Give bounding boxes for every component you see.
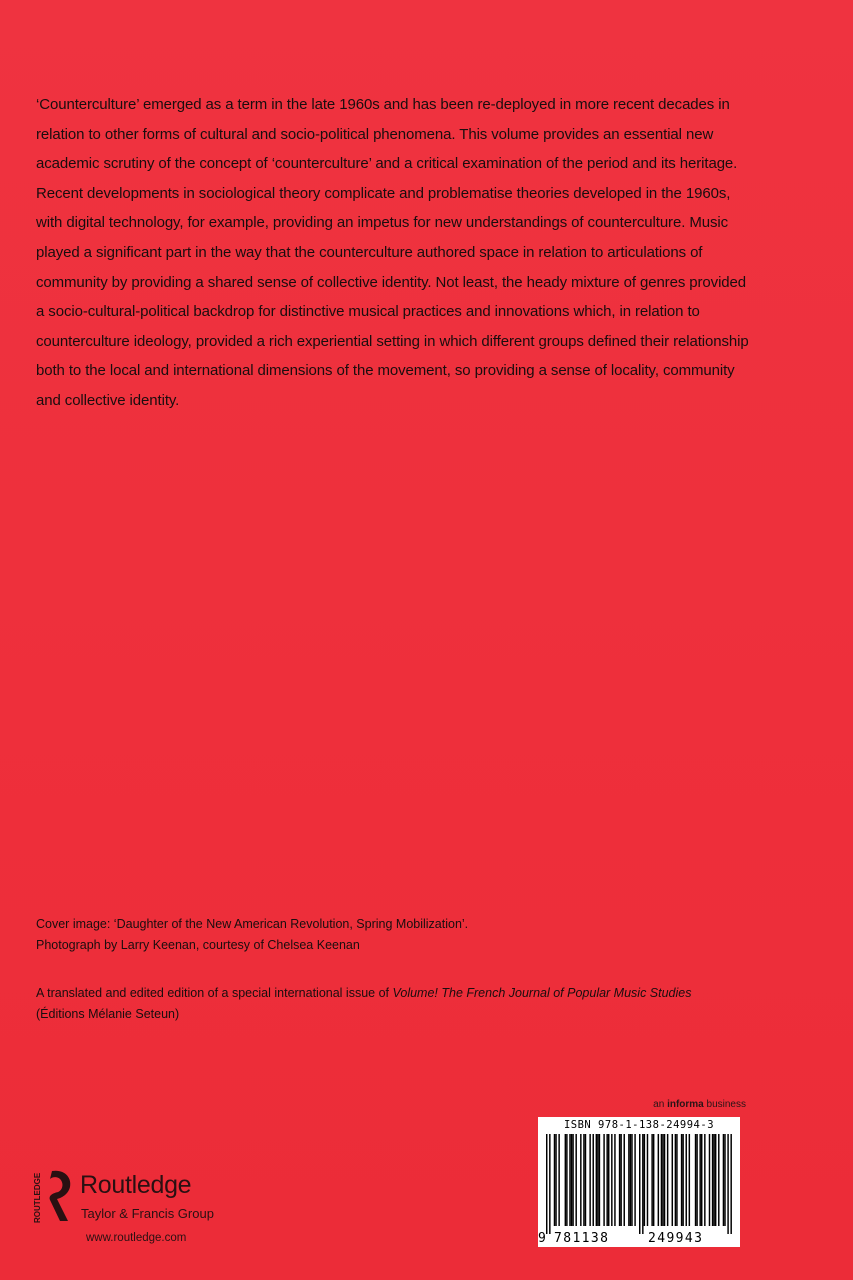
barcode-bar <box>712 1134 713 1226</box>
barcode-bar <box>589 1134 590 1226</box>
publisher-group: Taylor & Francis Group <box>81 1206 214 1221</box>
barcode-bar <box>653 1134 654 1226</box>
barcode-bar <box>603 1134 604 1226</box>
barcode-bar <box>672 1134 673 1226</box>
barcode-bar <box>597 1134 598 1226</box>
barcode-bar <box>624 1134 625 1226</box>
barcode-digits <box>538 1231 740 1247</box>
edition-note-prefix: A translated and edited edition of a special international issue of <box>36 986 393 1000</box>
cover-image-credit <box>36 914 796 956</box>
barcode-bar <box>723 1134 724 1226</box>
barcode-bar <box>569 1134 570 1226</box>
barcode-bar <box>608 1134 609 1226</box>
barcode-bar <box>619 1134 620 1226</box>
barcode-bar <box>696 1134 697 1226</box>
routledge-vertical-wordmark <box>30 1165 44 1225</box>
barcode-bar <box>554 1134 555 1226</box>
barcode-bar <box>724 1134 725 1226</box>
barcode-bar <box>661 1134 662 1226</box>
barcode-bar <box>558 1134 559 1226</box>
barcode-bar <box>628 1134 629 1226</box>
barcode-bar <box>682 1134 683 1226</box>
barcode-bar <box>611 1134 612 1226</box>
isbn-label: ISBN 978-1-138-24994-3 <box>563 1119 715 1131</box>
barcode-bar <box>642 1134 643 1234</box>
barcode-bar <box>596 1134 597 1226</box>
barcode-bar <box>662 1134 663 1226</box>
edition-note <box>36 983 826 1025</box>
barcode-bars <box>546 1134 732 1234</box>
barcode-bar <box>676 1134 677 1226</box>
barcode-bar <box>572 1134 573 1226</box>
cover-credit-line-2: Photograph by Larry Keenan, courtesy of Chelsea Keenan <box>36 938 360 952</box>
barcode-bar <box>565 1134 566 1226</box>
routledge-vertical-text: ROUTLEDGE <box>33 1172 42 1223</box>
barcode-digit-group-1: 781138 <box>554 1231 610 1246</box>
barcode-bar <box>634 1134 635 1226</box>
barcode-bar <box>647 1134 648 1226</box>
book-description: ‘Counterculture’ emerged as a term in the late 1960s and has been re-deployed in more recent decades in relation to other forms of cultural and socio-political phenomena. This volume provides an essential new academic scrutiny of the concept of ‘counterculture’ and a critical examination of the period and its heritage. Recent developments in sociological theory complicate and problematise theories developed in the 1960s, with digital technology, for example, providing an impetus for new understandings of counterculture. Music played a significant part in the way that the counterculture authored space in relation to articulations of community by providing a shared sense of collective identity. Not least, the heady mixture of genres provided a socio-cultural-political backdrop for distinctive musical practices and innovations which, in relation to counterculture ideology, provided a rich experiential setting in which different groups defined their relationship both to the local and international dimensions of the movement, so providing a sense of locality, community and collective identity. <box>36 96 749 409</box>
barcode-bar <box>709 1134 710 1226</box>
barcode-bar <box>575 1134 576 1226</box>
barcode-bar <box>639 1134 640 1234</box>
barcode-bar <box>701 1134 702 1226</box>
informa-prefix: an <box>653 1099 668 1110</box>
barcode-bar <box>686 1134 687 1226</box>
cover-credit-line-1: Cover image: ‘Daughter of the New American Revolution, Spring Mobilization’. <box>36 917 469 931</box>
barcode-bar <box>546 1134 547 1234</box>
informa-suffix: business <box>703 1099 746 1110</box>
barcode-bar <box>715 1134 716 1226</box>
barcode-digit-lead: 9 <box>538 1231 546 1246</box>
barcode-bar <box>599 1134 600 1226</box>
barcode-bar <box>549 1134 550 1234</box>
barcode-bar <box>664 1134 665 1226</box>
barcode-digit-group-2: 249943 <box>648 1231 704 1246</box>
barcode-bar <box>667 1134 668 1226</box>
barcode-bar <box>704 1134 705 1226</box>
barcode-bar <box>681 1134 682 1226</box>
edition-note-publisher: (Éditions Mélanie Seteun) <box>36 1007 180 1021</box>
barcode-bar <box>718 1134 719 1226</box>
isbn-barcode <box>538 1117 740 1247</box>
barcode-bar <box>620 1134 621 1226</box>
barcode-bar <box>727 1134 728 1234</box>
barcode-bar <box>713 1134 714 1226</box>
barcode-bar <box>699 1134 700 1226</box>
barcode-bar <box>583 1134 584 1226</box>
barcode-bar <box>658 1134 659 1226</box>
barcode-bar <box>675 1134 676 1226</box>
barcode-bar <box>689 1134 690 1226</box>
journal-title: Volume! The French Journal of Popular Music Studies <box>392 986 692 1000</box>
barcode-bar <box>614 1134 615 1226</box>
informa-brand: informa <box>667 1099 704 1110</box>
barcode-bar <box>644 1134 645 1226</box>
barcode-bar <box>651 1134 652 1226</box>
barcode-bar <box>730 1134 731 1234</box>
barcode-bar <box>631 1134 632 1226</box>
barcode-bar <box>571 1134 572 1226</box>
publisher-name: Routledge <box>80 1171 192 1199</box>
barcode-bar <box>580 1134 581 1226</box>
informa-business-tagline <box>653 1099 746 1110</box>
barcode-bar <box>555 1134 556 1226</box>
publisher-website[interactable]: www.routledge.com <box>86 1232 187 1244</box>
edition-note-line-1 <box>36 983 826 1004</box>
barcode-bar <box>606 1134 607 1226</box>
barcode-bar <box>593 1134 594 1226</box>
barcode-bar <box>566 1134 567 1226</box>
barcode-bar <box>695 1134 696 1226</box>
barcode-bar <box>630 1134 631 1226</box>
barcode-bar <box>585 1134 586 1226</box>
